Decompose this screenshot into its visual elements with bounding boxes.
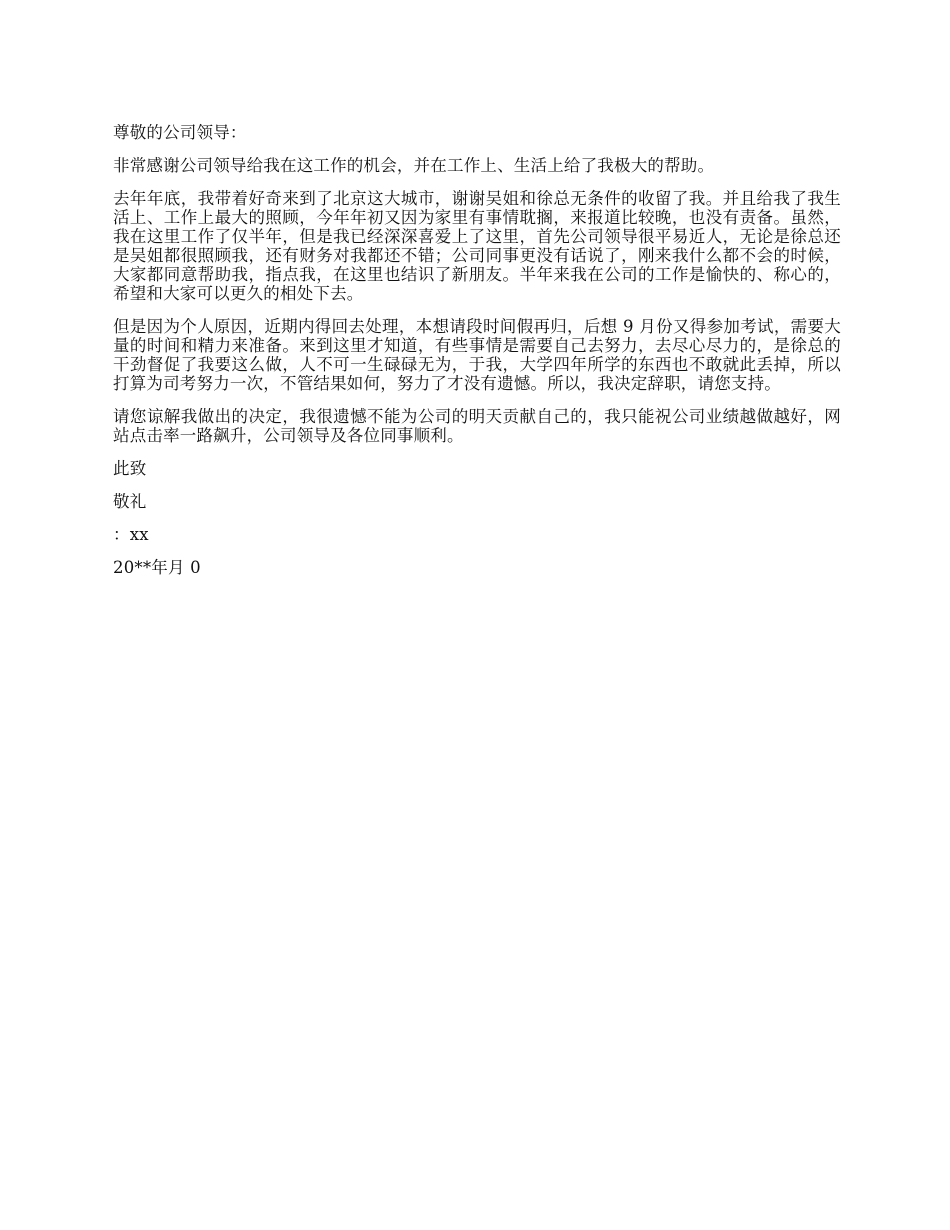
letter-salutation: 尊敬的公司领导： [113,123,247,142]
letter-closing-jingli: 敬礼 [113,492,147,511]
letter-paragraph-background: 去年年底，我带着好奇来到了北京这大城市，谢谢吴姐和徐总无条件的收留了我。并且给我了我生活上、工作上最大的照顾，今年年初又因为家里有事情耽搁，来报道比较晚，也没有责备。虽然，我在这里工作了仅半年，但是我已经深深喜爱上了这里，首先公司领导很平易近人，无论是徐总还是吴姐都很照顾我，还有财务对我都还不错；公司同事更没有话说了，刚来我什么都不会的时候，大家都同意帮助我，指点我，在这里也结识了新朋友。半年来我在公司的工作是愉快的、称心的，希望和大家可以更久的相处下去。 [113,189,841,303]
letter-paragraph-reason: 但是因为个人原因，近期内得回去处理，本想请段时间假再归，后想 9 月份又得参加考试，需要大量的时间和精力来准备。来到这里才知道，有些事情是需要自己去努力，去尽心尽力的，是徐总的干劲督促了我要这么做，人不可一生碌碌无为，于我，大学四年所学的东西也不敢就此丢掉，所以打算为司考努力一次，不管结果如何，努力了才没有遗憾。所以，我决定辞职，请您支持。 [113,317,841,393]
letter-paragraph-apology: 请您谅解我做出的决定，我很遗憾不能为公司的明天贡献自己的，我只能祝公司业绩越做越好，网站点击率一路飙升，公司领导及各位同事顺利。 [113,407,841,445]
letter-date: 20**年月 0 [113,558,201,577]
letter-paragraph-thanks: 非常感谢公司领导给我在这工作的机会，并在工作上、生活上给了我极大的帮助。 [113,156,715,175]
letter-page [113,123,841,591]
letter-closing-cizhi: 此致 [113,459,147,478]
letter-signature: ：xx [113,525,149,544]
